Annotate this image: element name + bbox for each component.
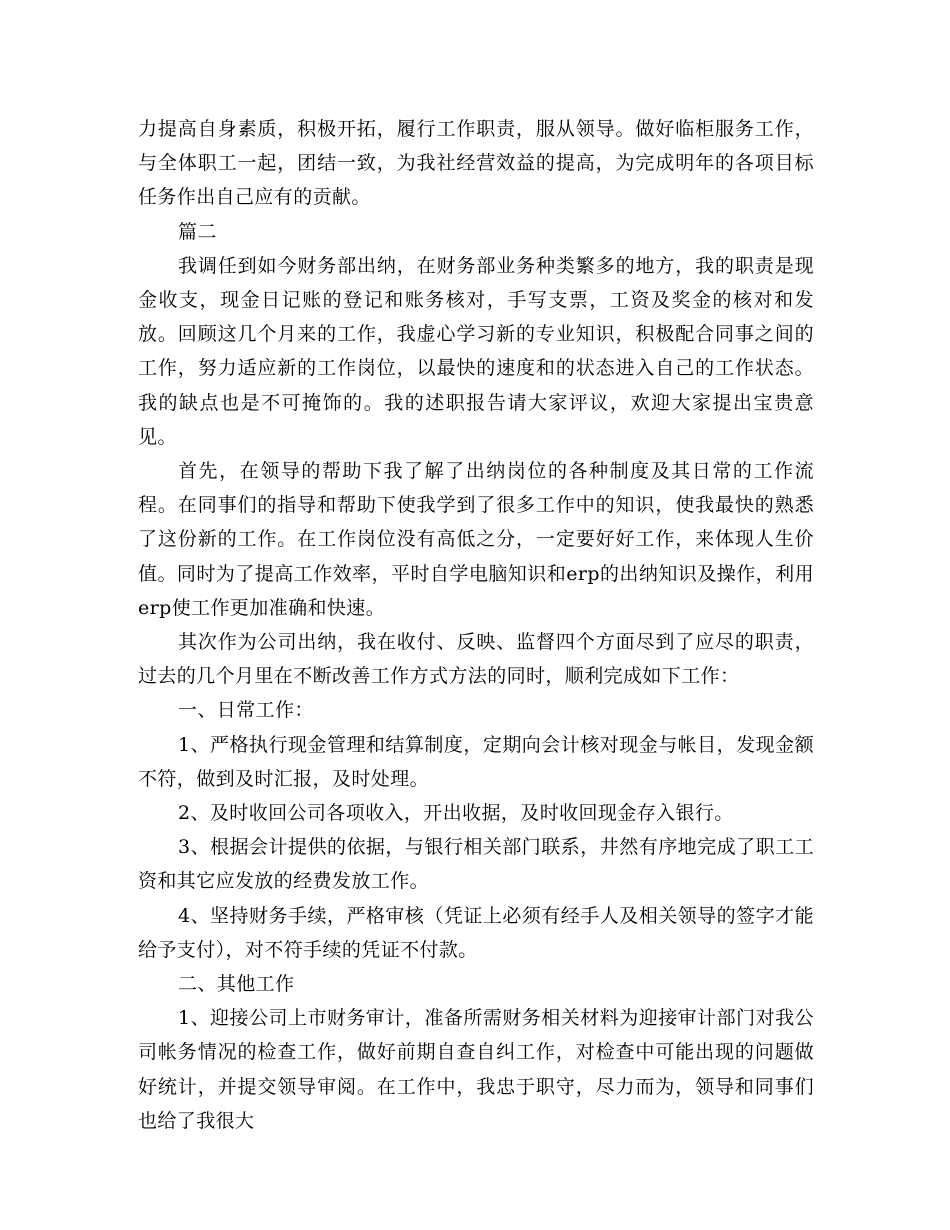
- section-heading-part-two: 篇二: [178, 220, 217, 243]
- list-item-daily-4: 4、坚持财务手续，严格审核（凭证上必须有经手人及相关领导的签字才能给予支付），对不符手续的凭证不付款。: [138, 904, 814, 961]
- list-item-daily-1: 1、严格执行现金管理和结算制度，定期向会计核对现金与帐目，发现金额不符，做到及时汇报，及时处理。: [138, 733, 814, 790]
- paragraph-continuation: 力提高自身素质，积极开拓，履行工作职责，服从领导。做好临柜服务工作，与全体职工一起，团结一致，为我社经营效益的提高，为完成明年的各项目标任务作出自己应有的贡献。: [138, 118, 814, 209]
- document-body: [138, 112, 814, 1138]
- section-heading-other-work: 二、其他工作: [178, 973, 295, 996]
- section-heading-daily-work: 一、日常工作：: [178, 699, 314, 722]
- list-item-daily-2: 2、及时收回公司各项收入，开出收据，及时收回现金存入银行。: [178, 802, 734, 825]
- paragraph-second: 其次作为公司出纳，我在收付、反映、监督四个方面尽到了应尽的职责，过去的几个月里在不断改善工作方式方法的同时，顺利完成如下工作：: [138, 631, 814, 688]
- paragraph-intro: 我调任到如今财务部出纳，在财务部业务种类繁多的地方，我的职责是现金收支，现金日记账的登记和账务核对，手写支票，工资及奖金的核对和发放。回顾这几个月来的工作，我虚心学习新的专业知识，积极配合同事之间的工作，努力适应新的工作岗位，以最快的速度和的状态进入自己的工作状态。我的缺点也是不可掩饰的。我的述职报告请大家评议，欢迎大家提出宝贵意见。: [138, 254, 814, 448]
- list-item-daily-3: 3、根据会计提供的依据，与银行相关部门联系，井然有序地完成了职工工资和其它应发放的经费发放工作。: [138, 836, 814, 893]
- paragraph-first: 首先，在领导的帮助下我了解了出纳岗位的各种制度及其日常的工作流程。在同事们的指导和帮助下使我学到了很多工作中的知识，使我最快的熟悉了这份新的工作。在工作岗位没有高低之分，一定要好好工作，来体现人生价值。同时为了提高工作效率，平时自学电脑知识和erp的出纳知识及操作，利用erp使工作更加准确和快速。: [138, 460, 814, 619]
- list-item-other-1: 1、迎接公司上市财务审计，准备所需财务相关材料为迎接审计部门对我公司帐务情况的检查工作，做好前期自查自纠工作，对检查中可能出现的问题做好统计，并提交领导审阅。在工作中，我忠于职守，尽力而为，领导和同事们也给了我很大: [138, 1007, 814, 1132]
